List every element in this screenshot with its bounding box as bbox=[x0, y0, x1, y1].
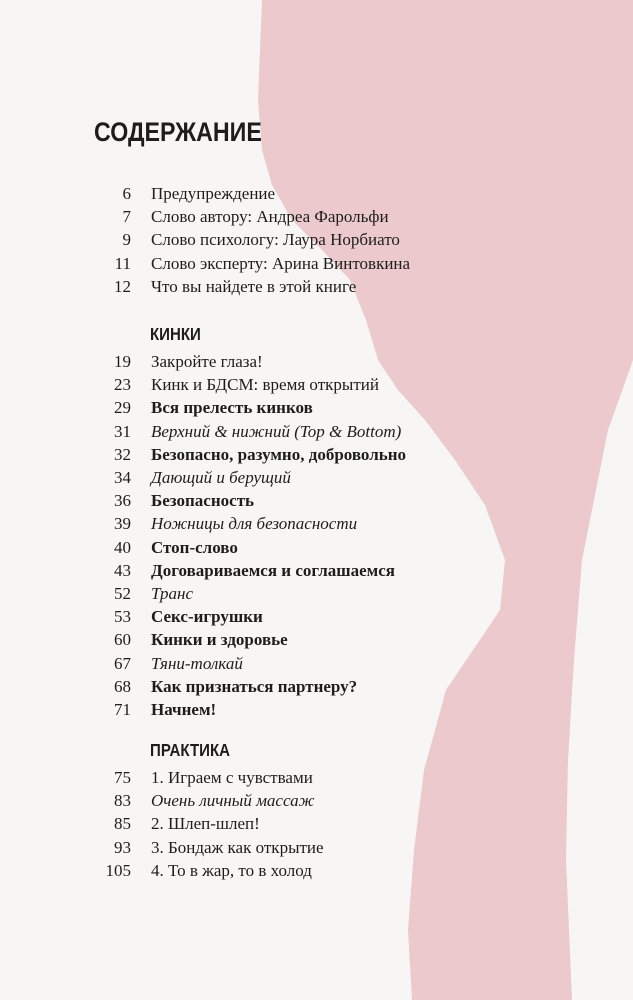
toc-entry-page-number: 12 bbox=[114, 276, 131, 296]
toc-entry-page-number: 19 bbox=[114, 352, 131, 371]
toc-entry-page-number: 36 bbox=[114, 491, 131, 511]
toc-entry-page-number: 31 bbox=[114, 421, 131, 441]
toc-entry-page-number: 9 bbox=[122, 230, 131, 250]
toc-entry-page-number: 71 bbox=[114, 700, 131, 719]
toc-entry-label: Кинк и БДСМ: время открытий bbox=[151, 375, 379, 395]
toc-entry bbox=[0, 559, 633, 582]
toc-entry-label: Транс bbox=[151, 584, 194, 603]
toc-entry bbox=[0, 605, 633, 628]
toc-entry bbox=[0, 536, 633, 559]
toc-entry-label: 3. Бондаж как открытие bbox=[151, 837, 324, 857]
toc-entry bbox=[0, 205, 633, 228]
toc-entry-label: Как признаться партнеру? bbox=[151, 676, 358, 696]
toc-entry-label: Вся прелесть кинков bbox=[151, 398, 313, 418]
toc-entry bbox=[0, 420, 633, 443]
toc-entry-page-number: 11 bbox=[114, 253, 131, 273]
toc-entry-label: Тяни-толкай bbox=[151, 653, 243, 673]
toc-entry bbox=[0, 252, 633, 275]
toc-entry-page-number: 7 bbox=[122, 207, 131, 227]
toc-entry-page-number: 85 bbox=[114, 814, 131, 834]
toc-entry-page-number: 68 bbox=[114, 676, 131, 696]
toc-entry-page-number: 32 bbox=[114, 444, 131, 464]
toc-entry-page-number: 34 bbox=[114, 468, 131, 487]
toc-entry-page-number: 75 bbox=[114, 768, 131, 787]
toc-entry bbox=[0, 443, 633, 466]
toc-entry bbox=[0, 512, 633, 535]
toc-entry-page-number: 23 bbox=[114, 375, 131, 395]
toc-entry bbox=[0, 859, 633, 882]
toc-entry-label: Предупреждение bbox=[151, 184, 276, 203]
toc-entry bbox=[0, 350, 633, 373]
toc-entry-label: Слово автору: Андреа Фарольфи bbox=[151, 207, 389, 227]
toc-entry-label: 2. Шлеп-шлеп! bbox=[151, 814, 260, 834]
toc-entry-label: Начнем! bbox=[151, 700, 217, 719]
toc-entry-page-number: 53 bbox=[114, 607, 131, 627]
toc-entry bbox=[0, 766, 633, 789]
toc-entry bbox=[0, 489, 633, 512]
toc-entry bbox=[0, 396, 633, 419]
toc-entry bbox=[0, 182, 633, 205]
toc-entry-label: Стоп-слово bbox=[151, 537, 238, 557]
toc-entry-page-number: 83 bbox=[114, 791, 131, 811]
toc-entry-label: Ножницы для безопасности bbox=[151, 514, 358, 534]
toc-entry bbox=[0, 628, 633, 651]
toc-entry bbox=[0, 812, 633, 835]
toc-entry-page-number: 40 bbox=[114, 537, 131, 557]
section-heading: ПРАКТИКА bbox=[150, 740, 231, 760]
toc-entry-page-number: 39 bbox=[114, 514, 131, 534]
toc-entry-label: Договариваемся и соглашаемся bbox=[151, 560, 396, 580]
toc-entry bbox=[0, 373, 633, 396]
toc-entry-label: 4. То в жар, то в холод bbox=[151, 860, 312, 880]
toc-entry-label: Дающий и берущий bbox=[151, 468, 291, 487]
toc-entry-label: Безопасность bbox=[151, 491, 255, 511]
toc-entry bbox=[0, 836, 633, 859]
toc-entry-page-number: 6 bbox=[122, 184, 131, 203]
toc-entry-label: Верхний & нижний (Top & Bottom) bbox=[151, 421, 402, 441]
toc-entry-label: 1. Играем с чувствами bbox=[151, 768, 313, 787]
toc-entry bbox=[0, 698, 633, 721]
toc-entry bbox=[0, 275, 633, 298]
toc-entry-page-number: 52 bbox=[114, 584, 131, 603]
toc-entry-page-number: 43 bbox=[114, 560, 131, 580]
page-title: СОДЕРЖАНИЕ bbox=[94, 117, 262, 147]
toc-entry-label: Очень личный массаж bbox=[151, 791, 315, 811]
toc-entry bbox=[0, 652, 633, 675]
toc-entry-label: Секс-игрушки bbox=[151, 607, 263, 627]
toc-entry-page-number: 60 bbox=[114, 630, 131, 650]
toc-entry-label: Что вы найдете в этой книге bbox=[151, 276, 357, 296]
toc-entry bbox=[0, 789, 633, 812]
toc-entry bbox=[0, 582, 633, 605]
toc-entry bbox=[0, 675, 633, 698]
section-heading: КИНКИ bbox=[150, 324, 201, 344]
toc-entry-label: Закройте глаза! bbox=[151, 352, 263, 371]
toc-entry-page-number: 105 bbox=[105, 860, 131, 880]
toc-entry-page-number: 67 bbox=[114, 653, 131, 673]
toc-entry-label: Безопасно, разумно, добровольно bbox=[151, 444, 407, 464]
toc-entry bbox=[0, 228, 633, 251]
toc-entry-page-number: 29 bbox=[114, 398, 131, 418]
toc-entry-label: Кинки и здоровье bbox=[151, 630, 288, 650]
toc-entry-page-number: 93 bbox=[114, 837, 131, 857]
toc-entry bbox=[0, 466, 633, 489]
toc-entry-label: Слово эксперту: Арина Винтовкина bbox=[151, 253, 411, 273]
toc-entry-label: Слово психологу: Лаура Норбиато bbox=[151, 230, 400, 250]
